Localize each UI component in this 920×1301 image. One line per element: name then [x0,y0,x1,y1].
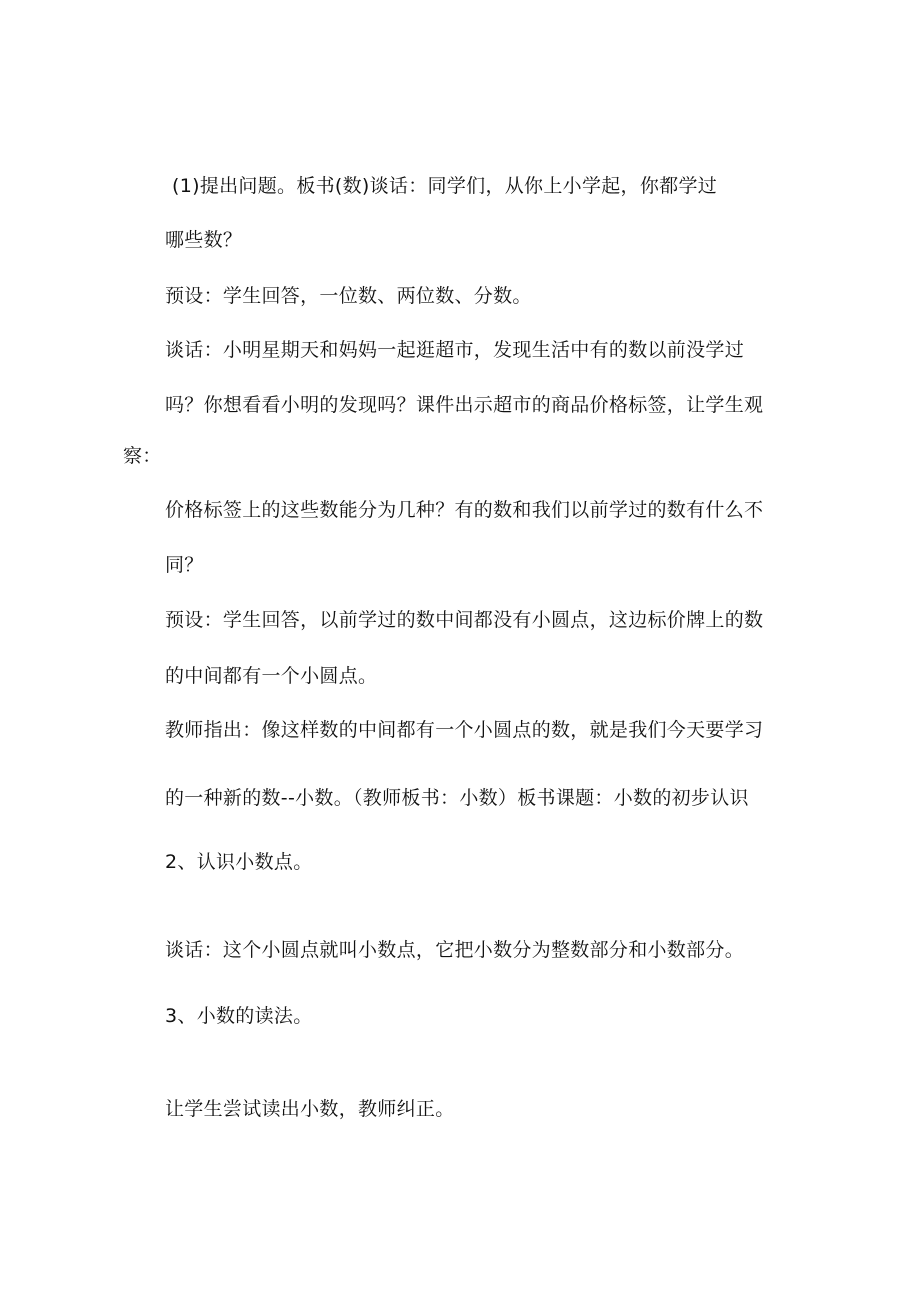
paragraph-line-2: 哪些数？ [165,229,243,251]
paragraph-line-3: 预设：学生回答，一位数、两位数、分数。 [165,285,532,307]
paragraph-line-8: 同？ [165,554,204,576]
paragraph-line-10: 的中间都有一个小圆点。 [165,665,378,687]
paragraph-line-11: 教师指出：像这样数的中间都有一个小圆点的数，就是我们今天要学习 [165,719,764,741]
paragraph-line-14: 谈话：这个小圆点就叫小数点，它把小数分为整数部分和小数部分。 [165,939,745,961]
paragraph-line-16: 让学生尝试读出小数，教师纠正。 [165,1098,455,1120]
paragraph-line-1: (1)提出问题。板书(数)谈话：同学们，从你上小学起，你都学过 [172,175,718,197]
paragraph-line-12: 的一种新的数--小数。（教师板书：小数）板书课题：小数的初步认识 [165,787,749,809]
paragraph-line-9: 预设：学生回答，以前学过的数中间都没有小圆点，这边标价牌上的数 [165,609,764,631]
section-heading-2: 2、认识小数点。 [165,851,313,873]
paragraph-line-6: 察： [123,445,162,467]
paragraph-line-5: 吗？你想看看小明的发现吗？课件出示超市的商品价格标签，让学生观 [165,394,764,416]
paragraph-line-7: 价格标签上的这些数能分为几种？有的数和我们以前学过的数有什么不 [165,499,764,521]
section-heading-3: 3、小数的读法。 [165,1005,313,1027]
paragraph-line-4: 谈话：小明星期天和妈妈一起逛超市，发现生活中有的数以前没学过 [165,339,745,361]
